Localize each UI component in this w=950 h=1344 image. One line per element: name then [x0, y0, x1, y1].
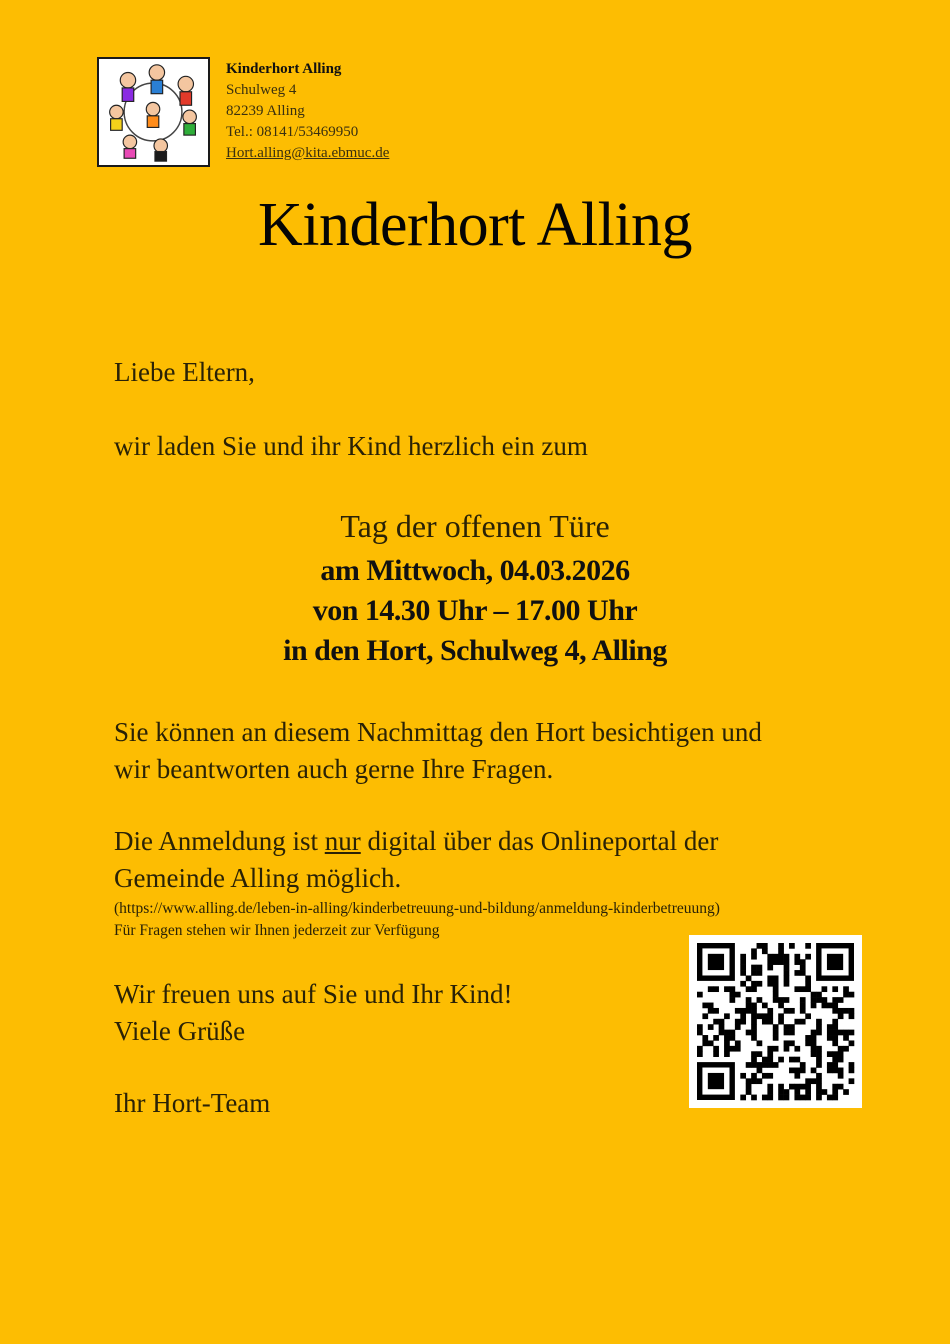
visit-paragraph	[114, 714, 834, 788]
event-date: am Mittwoch, 04.03.2026	[320, 554, 630, 587]
closing-line-2: Viele Grüße	[114, 1016, 246, 1046]
street-address: Schulweg 4	[226, 82, 297, 98]
registration-url[interactable]: (https://www.alling.de/leben-in-alling/kinderbetreuung-und-bildung/anmeldung-kinderbetreuung)	[114, 900, 720, 917]
phone-number: Tel.: 08141/53469950	[226, 124, 359, 140]
event-time: von 14.30 Uhr – 17.00 Uhr	[312, 594, 638, 627]
org-name: Kinderhort Alling	[226, 61, 342, 77]
visit-line-2: wir beantworten auch gerne Ihre Fragen.	[114, 754, 554, 784]
registration-line-2: Gemeinde Alling möglich.	[114, 863, 402, 893]
city-address: 82239 Alling	[226, 103, 305, 119]
registration-line-1	[114, 823, 834, 860]
closing-block	[114, 976, 513, 1050]
event-name: Tag der offenen Türe	[340, 508, 610, 544]
children-logo-icon	[97, 57, 210, 167]
registration-after: digital über das Onlineportal der	[360, 826, 719, 856]
page-title: Kinderhort Alling	[257, 191, 693, 259]
registration-paragraph	[114, 823, 834, 897]
registration-emphasis: nur	[324, 826, 361, 856]
contact-block	[226, 59, 389, 164]
event-place: in den Hort, Schulweg 4, Alling	[283, 634, 667, 667]
visit-line-1: Sie können an diesem Nachmittag den Hort besichtigen und	[114, 717, 762, 747]
registration-before: Die Anmeldung ist	[114, 826, 325, 856]
closing-line-1: Wir freuen uns auf Sie und Ihr Kind!	[114, 979, 513, 1009]
qr-code-icon[interactable]	[689, 935, 862, 1108]
email-link[interactable]: Hort.alling@kita.ebmuc.de	[226, 145, 390, 161]
questions-note: Für Fragen stehen wir Ihnen jederzeit zur Verfügung	[114, 922, 440, 939]
greeting: Liebe Eltern,	[114, 357, 255, 387]
invite-text: wir laden Sie und ihr Kind herzlich ein zum	[114, 431, 588, 461]
signature: Ihr Hort-Team	[114, 1088, 271, 1118]
